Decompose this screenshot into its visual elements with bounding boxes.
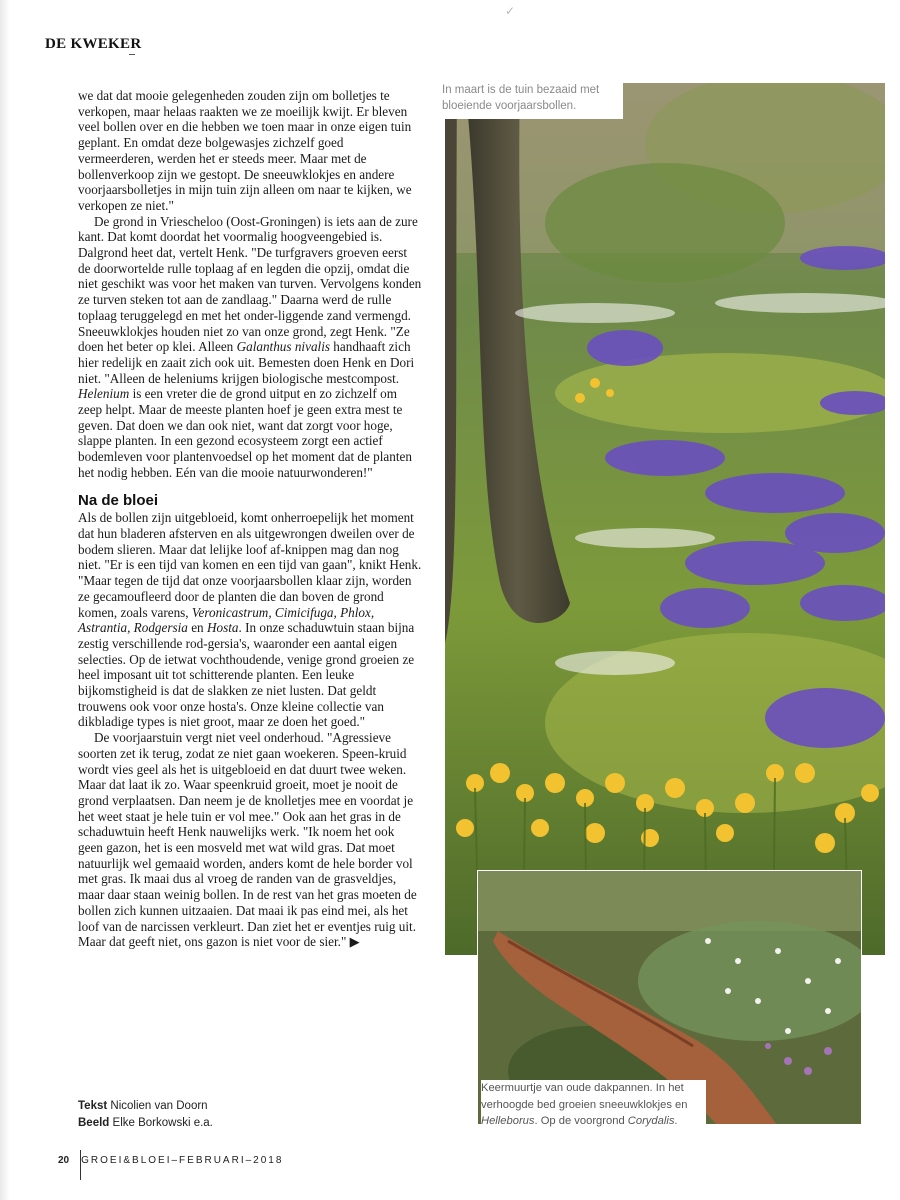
page-number: 20 [58,1155,70,1166]
image-credit-label: Beeld [78,1117,110,1129]
caption-top: In maart is de tuin bezaaid met bloeiende voorjaarsbollen. [442,84,600,112]
fold-mark: ✓ [505,4,516,18]
paragraph-4: De voorjaarstuin vergt niet veel onderhoud. "Agressieve soorten zet ik terug, zodat ze niet gaan woekeren. Speen-kruid wordt vies geel als het is uitgebloeid en dat duurt twee weken. Maar dat laat ik zo. Waar speenkruid groeit, moet je nooit de grond verplaatsen. Dan neem je de knolletjes mee en voordat je het weet staat je hele tuin er vol mee." Ook aan het gras in de schaduwtuin heeft Henk nauwelijks werk. "Ik noem het ook geen gazon, het is een mosveld met wat wild gras. Dat moet natuurlijk wel gemaaid worden, anders komt de hele border vol met gras. Ik maai dus al vroeg de randen van de grasveldjes, maar daar staan weinig bollen. In de rest van het gras moeten de bollen zich kunnen uitzaaien. Dat maai ik pas eind mei, als het loof van de narcissen verkleurt. Dan ziet het er eventjes ruig uit. Maar dat geeft niet, ons gazon is niet voor de sier." ▶ [78,730,417,950]
article-body [78,88,422,950]
subheading: Na de bloei [78,491,159,509]
paragraph-1: we dat dat mooie gelegenheden zouden zijn om bolletjes te verkopen, maar helaas raakten we ze moeilijk kwijt. Er bleven veel bollen over en die hebben we toen maar in onze eigen tuin geplant. En omdat deze bolgewasjes zichzelf goed vermeerderen, werden het er steeds meer. Maar met de bollenverkoop zijn we gestopt. De sneeuwklokjes en andere voorjaarsbolletjes in mijn tuin zijn alleen om naar te kijken, we verkopen ze niet." [78,88,412,213]
image-credit-name: Elke Borkowski e.a. [112,1117,213,1129]
credits [78,1098,213,1132]
caption-bottom: Keermuurtje van oude dakpannen. In het verhoogde bed groeien sneeuwklokjes en Helleborus. Op de voorgrond Corydalis. [481,1080,706,1130]
page-footer [58,1155,283,1166]
paragraph-3: Als de bollen zijn uitgebloeid, komt onherroepelijk het moment dat hun bladeren afsterven en als uitgewrongen dweilen over de bodem slieren. Maar dat lelijke loof af-knippen mag dan nog niet. "Er is een tijd van komen en een tijd van gaan", knikt Henk. "Maar tegen de tijd dat onze voorjaarsbollen klaar zijn, worden ze gecamoufleerd door de planten die dan boven de grond komen, zoals varens, Veronicastrum, Cimicifuga, Phlox, Astrantia, Rodgersia en Hosta. In onze schaduwtuin staan bijna zestig verschillende rod-gersia's, waaronder een aantal eigen selecties. Op de ietwat vochthoudende, venige grond groeien ze heel imposant uit tot schitterende planten. Een leuke bijkomstigheid is dat de slakken ze niet lusten. Dat geldt trouwens ook voor onze hosta's. Onze kleine collectie van dikbladige types is niet groot, maar ze doen het goed." [78,510,422,730]
paragraph-2: De grond in Vriescheloo (Oost-Groningen) is iets aan de zure kant. Dat komt doordat het voormalig hoogveengebied is. Dalgrond heet dat, vertelt Henk. "De turfgravers groeven eerst de doorwortelde rulle toplaag af en legden die opzij, omdat die niet geschikt was voor het maken van turven. Vervolgens konden ze turven steken tot aan de zandlaag." Daarna werd de rulle toplaag teruggelegd en met het onder-liggende zand vermengd. Sneeuwklokjes houden niet zo van onze grond, zegt Henk. "Ze doen het beter op klei. Alleen Galanthus nivalis handhaaft zich hier redelijk en zaait zich ook uit. Bemesten doen Henk en Dori niet. "Alleen de heleniums krijgen biologische mestcompost. Helenium is een vreter die de grond uitput en zo zichzelf om zeep helpt. Maar de meeste planten hoef je geen extra mest te geven. Dat doen we dan ook niet, want dat zorgt voor hoge, slappe planten. In een gezond ecosysteem zorgt een actief bodemleven voor plantenvoedsel op het moment dat de planten het nodig hebben. Eén van die mooie natuurwonderen!" [78,213,422,480]
garden-photo [445,83,885,955]
publication-line: GROEI&BLOEI–FEBRUARI–2018 [81,1155,284,1166]
inset-margin [445,955,477,1125]
page-edge [0,0,10,1200]
section-label: DE KWEKER [45,36,142,52]
text-credit-name: Nicolien van Doorn [110,1100,208,1112]
end-mark-icon: ▶ [349,934,360,950]
text-credit-label: Tekst [78,1100,108,1112]
garden-photo-svg [445,83,885,955]
